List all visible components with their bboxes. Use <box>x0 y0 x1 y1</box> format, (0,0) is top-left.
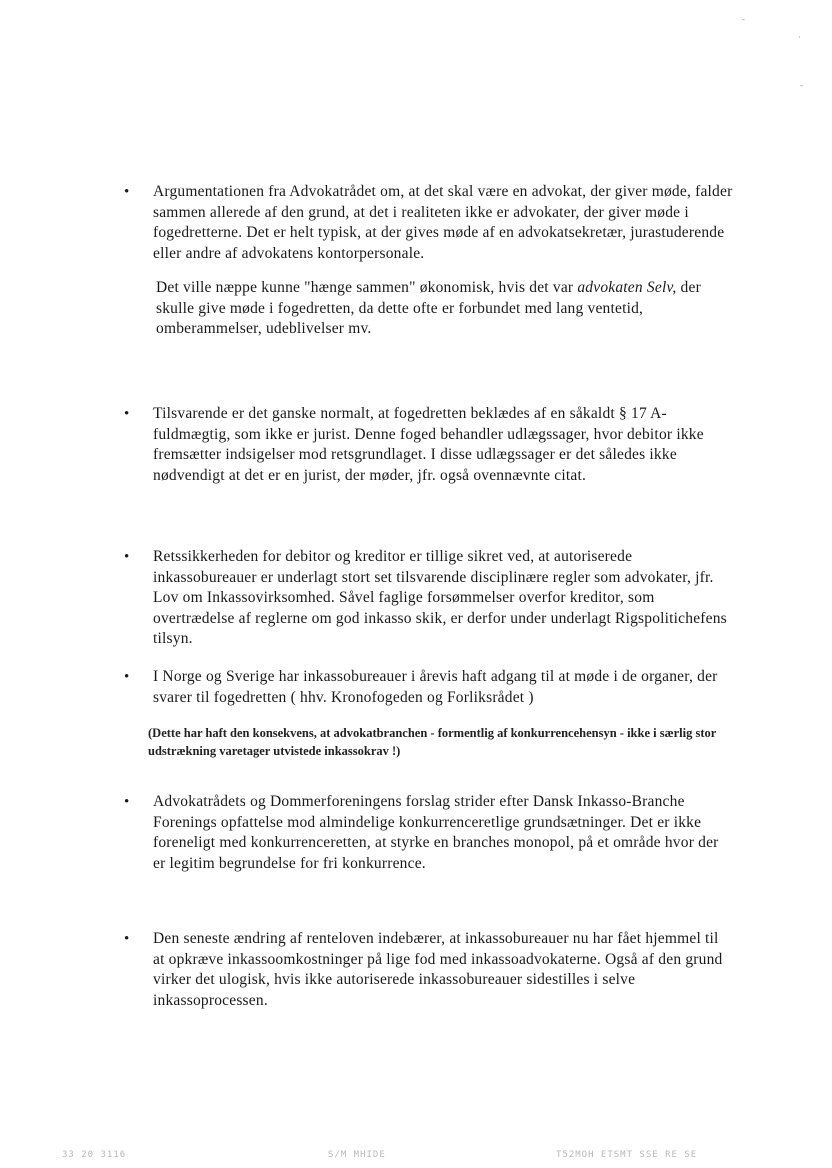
footer-left: 33 20 3116 <box>62 1150 127 1160</box>
scan-mark: · <box>798 32 801 42</box>
bullet-text: I Norge og Sverige har inkassobureauer i årevis haft adgang til at møde i de organer, der svarer til fogedretten ( hhv. Kronofogeden og Forliksrådet ) <box>153 668 718 706</box>
note-text: (Dette har haft den konsekvens, at advokatbranchen - formentlig af konkurrencehensyn - ikke i særlig stor udstrækning varetager utvistede inkassokrav !) <box>148 726 717 758</box>
bullet-icon: • <box>124 184 130 200</box>
bullet-icon: • <box>124 406 130 422</box>
bullet-icon: • <box>124 669 130 685</box>
bullet-item-1 <box>124 182 734 340</box>
bullet-item-6 <box>124 929 734 1011</box>
bullet-icon: • <box>124 549 130 565</box>
bullet-item-4 <box>124 667 734 708</box>
bullet-followup-paragraph: Det ville næppe kunne "hænge sammen" økonomisk, hvis det var advokaten Selv, der skulle give møde i fogedretten, da dette ofte er forbundet med lang ventetid, omberammelser, udeblivelser mv. <box>156 279 701 337</box>
bullet-text: Advokatrådets og Dommerforeningens forslag strider efter Dansk Inkasso-Branche Forenings opfattelse mod almindelige konkurrenceretlige grundsætninger. Det er ikke foreneligt med konkurrenceretten, at styrke en branches monopol, på et område hvor der er legitim begrundelse for fri konkurrence. <box>153 793 719 872</box>
bullet-icon: • <box>124 794 130 810</box>
scan-mark: - <box>800 80 803 90</box>
bullet-item-5 <box>124 792 734 874</box>
footer-center: S/M MHIDE <box>328 1150 386 1160</box>
scan-mark: - <box>742 14 745 24</box>
bullet-text: Den seneste ændring af renteloven indebærer, at inkassobureauer nu har fået hjemmel til at opkræve inkassoomkostninger på lige fod med inkassoadvokaterne. Også af den grund virker det ulogisk, hvis ikke autoriserede inkassobureauer sidestilles i selve inkassoprocessen. <box>153 930 723 1009</box>
bullet-icon: • <box>124 931 130 947</box>
bullet-text: Argumentationen fra Advokatrådet om, at det skal være en advokat, der giver møde, falder sammen allerede af den grund, at det i realiteten ikke er advokater, der giver møde i fogedretterne. Det er helt typisk, at der gives møde af en advokatsekretær, jurastuderende eller andre af advokatens kontorpersonale. <box>153 183 733 262</box>
bullet-text: Tilsvarende er det ganske normalt, at fogedretten beklædes af en såkaldt § 17 A- fuldmægtig, som ikke er jurist. Denne foged behandler udlægssager, hvor debitor ikke fremsætter indsigelser mod retsgrundlaget. I disse udlægssager er det således ikke nødvendigt at det er en jurist, der møder, jfr. også ovennævnte citat. <box>153 405 704 484</box>
bullet-item-3 <box>124 547 734 650</box>
bullet-item-2 <box>124 404 734 486</box>
footer-right: T52MOH ETSMT SSE RE SE <box>556 1150 698 1160</box>
bullet-text: Retssikkerheden for debitor og kreditor er tillige sikret ved, at autoriserede inkassobureauer er underlagt stort set tilsvarende disciplinære regler som advokater, jfr. Lov om Inkassovirksomhed. Såvel faglige forsømmelser overfor kreditor, som overtrædelse af reglerne om god inkasso skik, er derfor under underlagt Rigspolitichefens tilsyn. <box>153 548 727 647</box>
